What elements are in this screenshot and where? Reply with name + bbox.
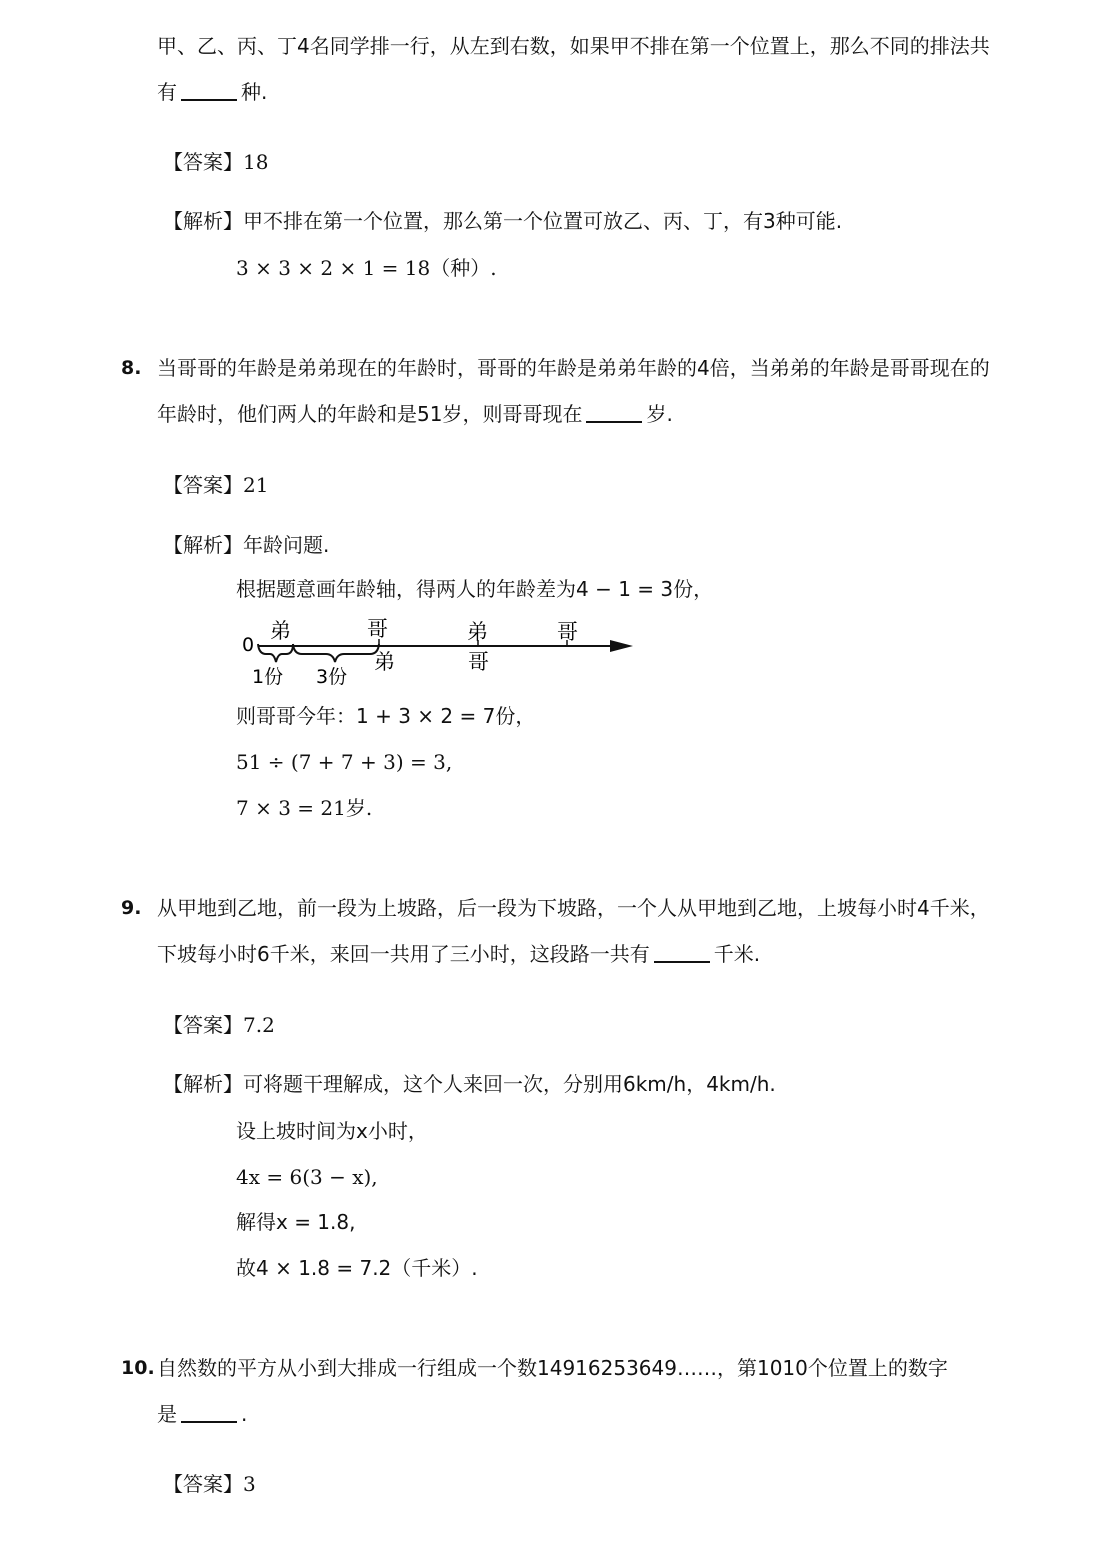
axis-label-younger: 弟 (467, 620, 488, 644)
q8-analysis: 【解析】年龄问题. (163, 533, 330, 557)
q7-answer: 【答案】18 (163, 150, 269, 174)
answer-blank (586, 403, 642, 423)
q10-stem-line1: 自然数的平方从小到大排成一行组成一个数14916253649……，第1010个位置上的数字 (157, 1356, 948, 1380)
q8-stem-line1: 当哥哥的年龄是弟弟现在的年龄时，哥哥的年龄是弟弟年龄的4倍，当弟弟的年龄是哥哥现在的 (157, 356, 990, 380)
q8-step1: 根据题意画年龄轴，得两人的年龄差为4 − 1 = 3份， (236, 577, 714, 601)
q8-step4: 7 × 3 = 21岁. (236, 796, 373, 820)
q8-stem-line2: 年龄时，他们两人的年龄和是51岁，则哥哥现在 岁. (157, 402, 673, 426)
q8-step2: 则哥哥今年：1 + 3 × 2 = 7份， (236, 704, 536, 728)
q9-step4: 故4 × 1.8 = 7.2（千米）. (236, 1256, 478, 1280)
q8-number: 8. (121, 357, 142, 379)
q7-analysis: 【解析】甲不排在第一个位置，那么第一个位置可放乙、丙、丁，有3种可能. (163, 209, 843, 233)
brace-label-three: 3份 (316, 666, 348, 688)
axis-label-younger: 弟 (270, 619, 291, 643)
answer-blank (181, 81, 237, 101)
axis-zero-label: 0 (242, 634, 255, 656)
answer-blank (181, 1403, 237, 1423)
q10-answer: 【答案】3 (163, 1472, 256, 1496)
q9-step2: 4x = 6(3 − x), (236, 1165, 378, 1189)
q8-step3: 51 ÷ (7 + 7 + 3) = 3, (236, 750, 453, 774)
q9-stem-line1: 从甲地到乙地，前一段为上坡路，后一段为下坡路，一个人从甲地到乙地，上坡每小时4千米， (157, 896, 990, 920)
q7-step1: 3 × 3 × 2 × 1 = 18（种）. (236, 256, 497, 280)
axis-label-elder-below: 哥 (468, 650, 489, 674)
q10-stem-line2: 是 . (157, 1402, 248, 1426)
q8-answer: 【答案】21 (163, 473, 269, 497)
q7-stem-line2: 有 种. (157, 80, 268, 104)
q9-stem-line2: 下坡每小时6千米，来回一共用了三小时，这段路一共有 千米. (157, 942, 761, 966)
axis-label-elder: 哥 (367, 617, 388, 641)
answer-blank (654, 943, 710, 963)
q9-number: 9. (121, 897, 142, 919)
age-axis-diagram (230, 610, 650, 690)
brace-label-one: 1份 (252, 666, 284, 688)
q9-step3: 解得x = 1.8, (236, 1210, 356, 1234)
axis-label-younger-below: 弟 (374, 650, 395, 674)
q10-number: 10. (121, 1357, 155, 1379)
axis-arrow-icon (610, 640, 633, 652)
q9-step1: 设上坡时间为x小时， (236, 1119, 428, 1143)
axis-label-elder: 哥 (557, 620, 578, 644)
q9-answer: 【答案】7.2 (163, 1013, 275, 1037)
q9-analysis: 【解析】可将题干理解成，这个人来回一次，分别用6km/h，4km/h. (163, 1072, 776, 1096)
q7-stem-line1: 甲、乙、丙、丁4名同学排一行，从左到右数，如果甲不排在第一个位置上，那么不同的排法共 (157, 34, 990, 58)
